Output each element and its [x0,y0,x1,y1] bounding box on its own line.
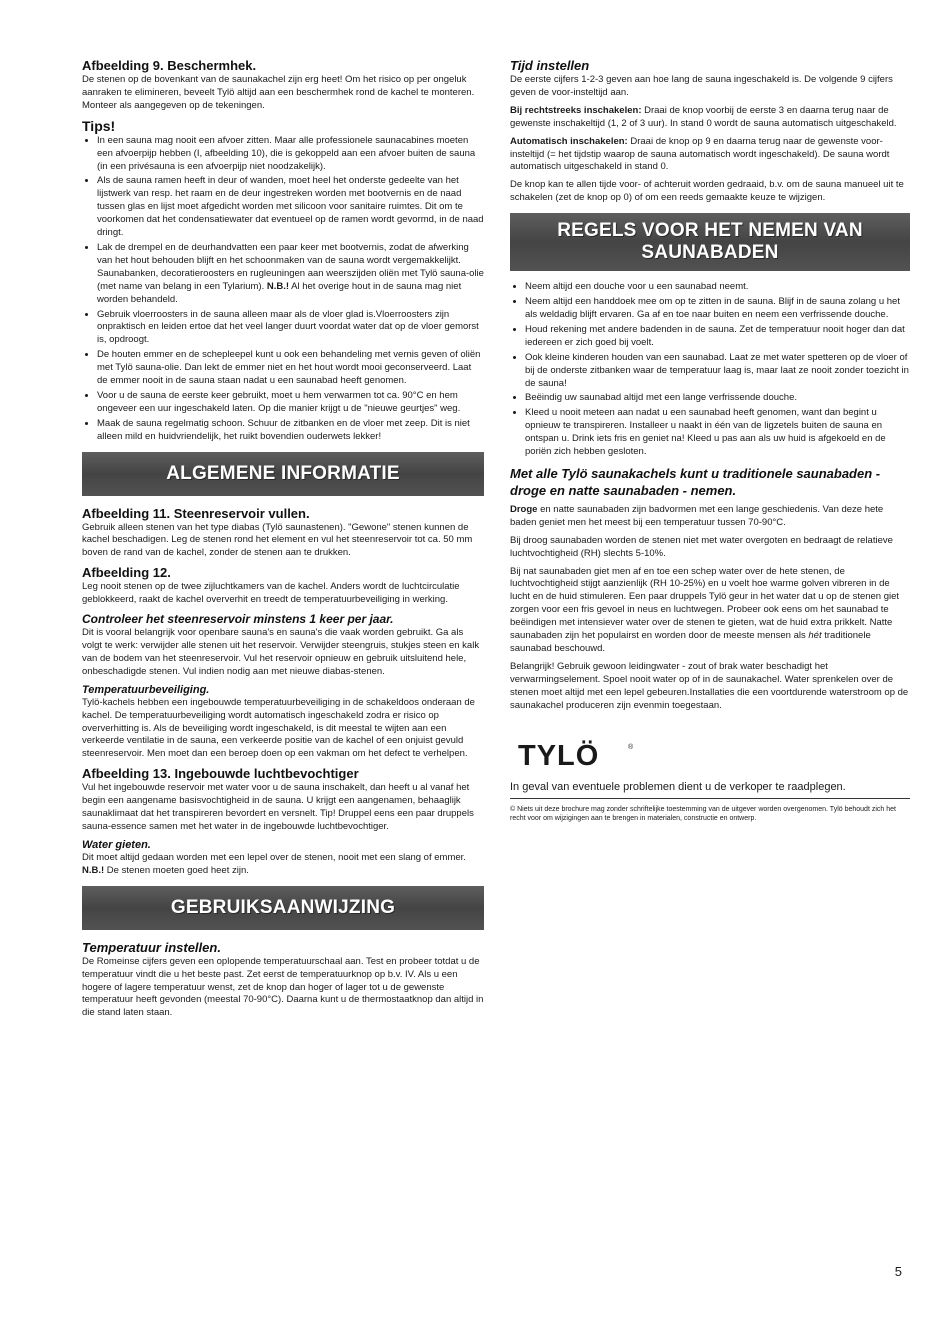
temp-safety-text: Tylö-kachels hebben een ingebouwde temperatuurbeveiliging in de schakeldoos onderaan de kachel. De temperatuurbeveiliging wordt automatisch ingeschakeld zodra er risico op oververhitting is. Als de beveiliging wordt ingeschakeld, is dit meestal te wijten aan een verkeerde ventilatie in de sauna, een verkeerde positie van de kachel of een onjuist gevuld steenreservoir. Men moet dan een beroep doen op een vakman om het defect te verhelpen. [82,696,475,760]
rules-banner-line1: REGELS VOOR HET NEMEN VAN [557,220,863,242]
set-temp-text: De Romeinse cijfers geven een oplopende temperatuurschaal aan. Test en probeer totdat u de temperatuur vindt die u het beste past. Zet eerst de temperatuurknop op b.v. IV. Als u een hogere of lagere temperatuur wenst, zet de knop dan hoger of lager tot u de gewenste temperatuur heeft gevonden (meestal 70-90°C). Daarna kunt u de thermostaatknop dan altijd in die stand laten staan. [82,955,484,1019]
important-text: Belangrijk! Gebruik gewoon leidingwater - zout of brak water beschadigt het verwarmingselement. Spoel nooit water op of in de saunakachel. Water sprenkelen over de stenen moet altijd met een lepel gebeuren.Installaties die een voortdurende waterstroom op de saunakachel produceren zijn evenmin toegestaan. [510,660,909,711]
rules-banner [510,213,910,271]
auto-paragraph [510,136,910,175]
auto-label: Automatisch inschakelen: [510,135,628,147]
fig11-text: Gebruik alleen stenen van het type diabas (Tylö saunastenen). "Gewone" stenen kunnen de kachel beschadigen. Leg de stenen rond het element en vul het steenreservoir tot ca. 50 mm boven de rand van de kachel, zonder de stenen aan te drukken. [82,521,473,559]
nb-text: Al het overige hout in de sauna mag niet worden behandeld. [97,280,462,305]
rule-item: • Ook kleine kinderen houden van een saunabad. Laat ze met water spetteren op de vloer of bij de onderste zitbanken waar de temperatuur laag is, maar laat ze nooit zonder toezicht in de sauna! [525,352,910,391]
fig12-heading: Afbeelding 12. [82,565,171,581]
nb-text: De stenen moeten goed heet zijn. [104,864,249,876]
right-column [510,58,910,828]
fig12-text: Leg nooit stenen op de twee zijluchtkamers van de kachel. Anders wordt de luchtcirculatie geblokkeerd, raakt de kachel oververhit en treedt de temperatuurbeveiliging in werking. [82,581,460,606]
rule-item: • Neem altijd een handdoek mee om op te zitten in de sauna. Blijf in de sauna zolang u het als weldadig blijft ervaren. Ga af en toe naar buiten en neem een verfrissende douche. [525,296,910,322]
dry-paragraph [510,504,910,530]
direct-label: Bij rechtstreeks inschakelen: [510,104,642,116]
control-text: Dit is vooral belangrijk voor openbare sauna's en sauna's die vaak worden gebruikt. Ga als volgt te werk: verwijder alle stenen uit het reservoir. Verwijder steengruis, stukjes steen en kalk van de bodem van het steenreservoir. Vul het reservoir opnieuw en gebruik uitsluitend hele, onbeschadigde stenen. Vul indien nodig aan met nieuwe diabas-stenen. [82,627,480,677]
control-heading: Controleer het steenreservoir minstens 1 keer per jaar. [82,612,394,627]
fig9-text: De stenen op de bovenkant van de saunakachel zijn erg heet! Om het risico op per ongeluk aanraken te elimineren, beveelt Tylö altijd aan een beschermhek rond de kachel te monteren. Monteer als aangegeven op de tekeningen. [82,74,475,111]
dry-text: en natte saunabaden zijn badvormen met een lange geschiedenis. Van deze hete baden geniet men het meest bij een temperatuur tussen 70-90°C. [510,503,884,528]
nb-label: N.B.! [82,864,105,876]
nb-label: N.B.! [266,280,290,292]
trouble-notice: In geval van eventuele problemen dient u de verkoper te raadplegen. [510,781,910,800]
direct-text: Draai de knop voorbij de eerste 3 en daarna terug naar de gewenste inschakeltijd (1, 2 of 3 uur). In stand 0 wordt de sauna automatisch uitgeschakeld. [510,104,897,129]
set-temp-heading: Temperatuur instellen. [82,939,221,955]
rule-item: • Houd rekening met andere badenden in de sauna. Zet de temperatuur nooit hoger dan dat iedereen er zich goed bij voelt. [525,324,910,350]
legal-notice: © Niets uit deze brochure mag zonder schriftelijke toestemming van de uitgever worden overgenomen. Tylö behoudt zich het recht voor om wijzigingen aan te brengen in materialen, constructie en ontwerp. [510,806,896,823]
auto-text: Draai de knop op 9 en daarna terug naar de gewenste voor-insteltijd (= het tijdstip waarop de sauna automatisch wordt ingeschakeld). De sauna wordt automatisch uitgeschakeld in stand 0. [510,135,890,173]
tip-item: • In een sauna mag nooit een afvoer zitten. Maar alle professionele saunacabines moeten een afvoerpijp hebben (I, afbeelding 10), die is gekoppeld aan een afvoer buiten de sauna (in een privésauna is een afvoerpijp niet noodzakelijk). [97,135,484,174]
wet-text-emphasis: hét [808,630,822,642]
wet-text-a: Bij nat saunabaden giet men af en toe een schep water over de hete stenen, de luchtvochtigheid stijgt aanzienlijk (RH 10-25%) en u voelt hoe warme golven vibreren in de lucht en de huid stimuleren. Een paar druppels Tylö geur in het water dat u op de stenen giet zorgen voor een fris gevoel in neus en luchtwegen. Probeer ook eens om het saunabad te beëindigen met intensiever water over de stenen te gieten, wat de huid extra prikkelt. Natte saunabaden zijn het populairst en worden door de meeste mensen als [510,565,900,642]
rule-item: • Beëindig uw saunabad altijd met een lange verfrissende douche. [525,392,910,405]
tip-item [97,242,484,307]
usage-banner: GEBRUIKSAANWIJZING [82,886,484,930]
rules-list [510,281,910,459]
general-info-banner: ALGEMENE INFORMATIE [82,452,484,496]
logo-text: TYLÖ [518,739,600,768]
left-column [82,58,484,1025]
tylo-logo [516,740,636,768]
fig13-text: Vul het ingebouwde reservoir met water voor u de sauna inschakelt, dan heeft u al vanaf het begin een aangename basisvochtigheid in de sauna. U krijgt een aangenamen, behaaglijk saunaklimaat dat het transpireren bevordert en versnelt. Tip! Druppel eens een paar druppels sauna-essence samen met het water in de ingebouwde luchtbevochtiger. [82,782,474,832]
tip-item: • Voor u de sauna de eerste keer gebruikt, moet u hem verwarmen tot ca. 90°C en hem ongeveer een uur ingeschakeld laten. Op die manier krijgt u de "nieuwe geurtjes" weg. [97,390,484,416]
temp-safety-heading: Temperatuurbeveiliging. [82,683,210,696]
rules-banner-line2: SAUNABADEN [641,242,779,264]
water-body: Dit moet altijd gedaan worden met een lepel over de stenen, nooit met een slang of emmer. [82,851,466,863]
knob-text: De knop kan te allen tijde voor- of achteruit worden gedraaid, b.v. om de sauna manueel uit te schakelen (zet de knop op 0) of om een reeds gemaakte keuze te wijzigen. [510,179,904,204]
traditional-heading: Met alle Tylö saunakachels kunt u traditionele saunabaden - droge en natte saunabaden - nemen. [510,465,881,498]
tips-list [82,135,484,444]
wet-text-b: traditionele saunabad beschouwd. [510,630,871,654]
tip-item: • Gebruik vloerroosters in de sauna alleen maar als de vloer glad is.Vloerroosters zijn onpraktisch en leiden ertoe dat het veel langer duurt voordat water dat op de vloer gemorst is, opdroogt. [97,309,484,348]
rule-item: • Neem altijd een douche voor u een saunabad neemt. [525,281,910,294]
wet-paragraph [510,566,910,656]
tip-text: Lak de drempel en de deurhandvatten een paar keer met bootvernis, zodat de afwerking van het hout behouden blijft en het schoonmaken van de sauna wordt vergemakkelijkt. Saunabanken, decoratieroosters en rugleuningen aan weerszijden oliën met Tylö sauna-olie (met name van belang in een Tylarium). [97,241,484,292]
fig13-heading: Afbeelding 13. Ingebouwde luchtbevochtiger [82,766,359,782]
tip-item: • Maak de sauna regelmatig schoon. Schuur de zitbanken en de vloer met zeep. Dit is niet alleen mild en huidvriendelijk, het ruikt bovendien ouderwets lekker! [97,418,484,444]
rule-item: • Kleed u nooit meteen aan nadat u een saunabad heeft genomen, want dan begint u opnieuw te transpireren. Installeer u naakt in één van de ligzetels buiten de sauna en ontspan u. Drink iets fris en geniet na! Kleed u pas aan als uw huid is afgekoeld en de poriën zich hebben gesloten. [525,407,910,459]
tip-item: • Als de sauna ramen heeft in deur of wanden, moet heel het onderste gedeelte van het lijstwerk van resp. het raam en de deur ingestreken worden met bootvernis en de naad tussen glas en lijst moet afgedicht worden met silicoon voor sanitaire ruimtes. Dit om te voorkomen dat het condensatiewater dat eventueel op de ramen wordt gevormd, in de naad dringt. [97,175,484,240]
fig9-heading: Afbeelding 9. Beschermhek. [82,58,257,73]
tip-item: • De houten emmer en de schepleepel kunt u ook een behandeling met vernis geven of oliën met Tylö sauna-olie. Dan lekt de emmer niet en het hout wordt mooi geconserveerd. Laat de emmer nooit in de sauna staan nadat u een saunabad heeft genomen. [97,349,484,388]
logo-registered-mark: ® [628,743,634,751]
time-text: De eerste cijfers 1-2-3 geven aan hoe lang de sauna ingeschakeld is. De volgende 9 cijfers geven de voor-insteltijd aan. [510,74,893,98]
dry-detail: Bij droog saunabaden worden de stenen niet met water overgoten en bedraagt de relatieve luchtvochtigheid (RH) slechts 5-10%. [510,534,893,559]
water-text [82,852,484,878]
fig11-heading: Afbeelding 11. Steenreservoir vullen. [82,505,310,521]
dry-label: Droge [510,503,538,515]
direct-paragraph [510,105,910,131]
time-heading: Tijd instellen [510,58,590,73]
tips-heading: Tips! [82,117,116,134]
water-heading: Water gieten. [82,838,151,851]
page-number: 5 [894,1264,902,1279]
